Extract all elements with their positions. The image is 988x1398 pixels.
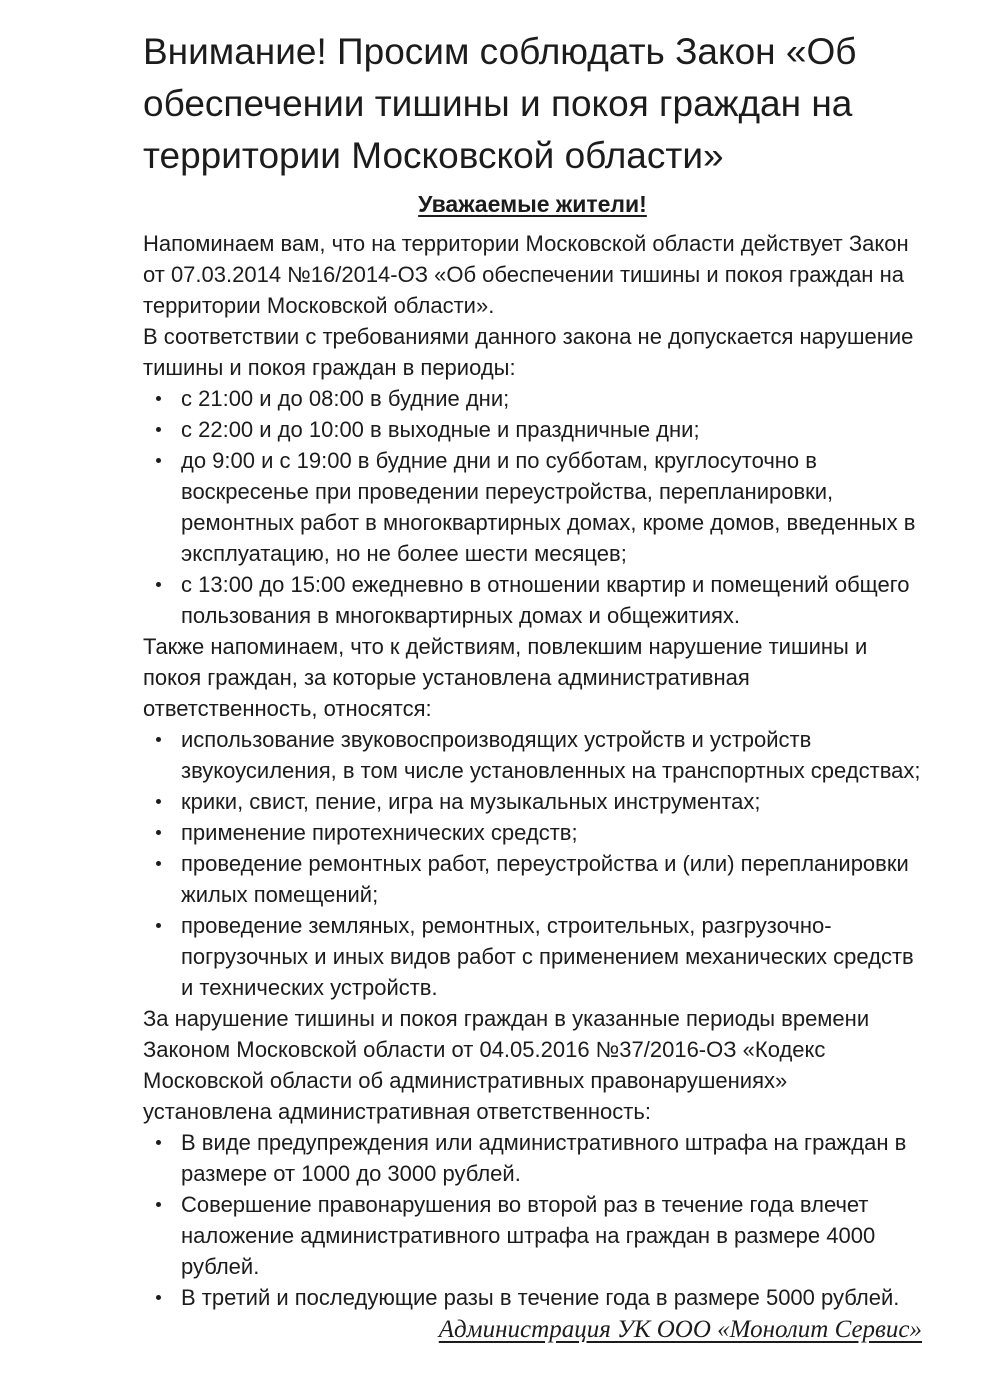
- prohibited-action-item: использование звуковоспроизводящих устройств и устройств звукоусиления, в том числе установленных на транспортных средствах;: [143, 724, 922, 786]
- prohibited-actions-list: [143, 724, 922, 1003]
- prohibited-action-item: применение пиротехнических средств;: [143, 817, 922, 848]
- penalties-list: [143, 1127, 922, 1313]
- page-title: Внимание! Просим соблюдать Закон «Об обеспечении тишины и покоя граждан на территории Московской области»: [143, 31, 857, 176]
- penalty-item: В виде предупреждения или административного штрафа на граждан в размере от 1000 до 3000 рублей.: [143, 1127, 922, 1189]
- quiet-periods-list: [143, 383, 922, 631]
- penalty-item: В третий и последующие разы в течение года в размере 5000 рублей.: [143, 1282, 922, 1313]
- greeting-text: Уважаемые жители!: [418, 191, 647, 217]
- prohibited-action-item: проведение ремонтных работ, переустройства и (или) перепланировки жилых помещений;: [143, 848, 922, 910]
- prohibited-action-item: проведение земляных, ремонтных, строительных, разгрузочно-погрузочных и иных видов работ с применением механических средств и технических устройств.: [143, 910, 922, 1003]
- quiet-period-item: с 22:00 и до 10:00 в выходные и праздничные дни;: [143, 414, 922, 445]
- signature-line: [143, 1314, 922, 1346]
- prohibited-actions-intro: Также напоминаем, что к действиям, повлекшим нарушение тишины и покоя граждан, за которые установлена административная ответственность, относятся:: [143, 634, 868, 721]
- quiet-period-item: до 9:00 и с 19:00 в будние дни и по субботам, круглосуточно в воскресенье при проведении переустройства, перепланировки, ремонтных работ в многоквартирных домах, кроме домов, введенных в эксплуатацию, но не более шести месяцев;: [143, 445, 922, 569]
- quiet-periods-intro: В соответствии с требованиями данного закона не допускается нарушение тишины и покоя граждан в периоды:: [143, 324, 914, 380]
- liability-intro: За нарушение тишины и покоя граждан в указанные периоды времени Законом Московской области от 04.05.2016 №37/2016-ОЗ «Кодекс Московской области об административных правонарушениях» установлена административная ответственность:: [143, 1006, 870, 1124]
- notice-body: [143, 228, 922, 1313]
- signature-text: Администрация УК ООО «Монолит Сервис»: [438, 1316, 922, 1343]
- quiet-period-item: с 13:00 до 15:00 ежедневно в отношении квартир и помещений общего пользования в многоквартирных домах и общежитиях.: [143, 569, 922, 631]
- greeting-heading: [143, 190, 922, 218]
- quiet-period-item: с 21:00 и до 08:00 в будние дни;: [143, 383, 922, 414]
- prohibited-action-item: крики, свист, пение, игра на музыкальных инструментах;: [143, 786, 922, 817]
- penalty-item: Совершение правонарушения во второй раз в течение года влечет наложение административного штрафа на граждан в размере 4000 рублей.: [143, 1189, 922, 1282]
- intro-paragraph: Напоминаем вам, что на территории Московской области действует Закон от 07.03.2014 №16/2014-ОЗ «Об обеспечении тишины и покоя граждан на территории Московской области».: [143, 231, 909, 318]
